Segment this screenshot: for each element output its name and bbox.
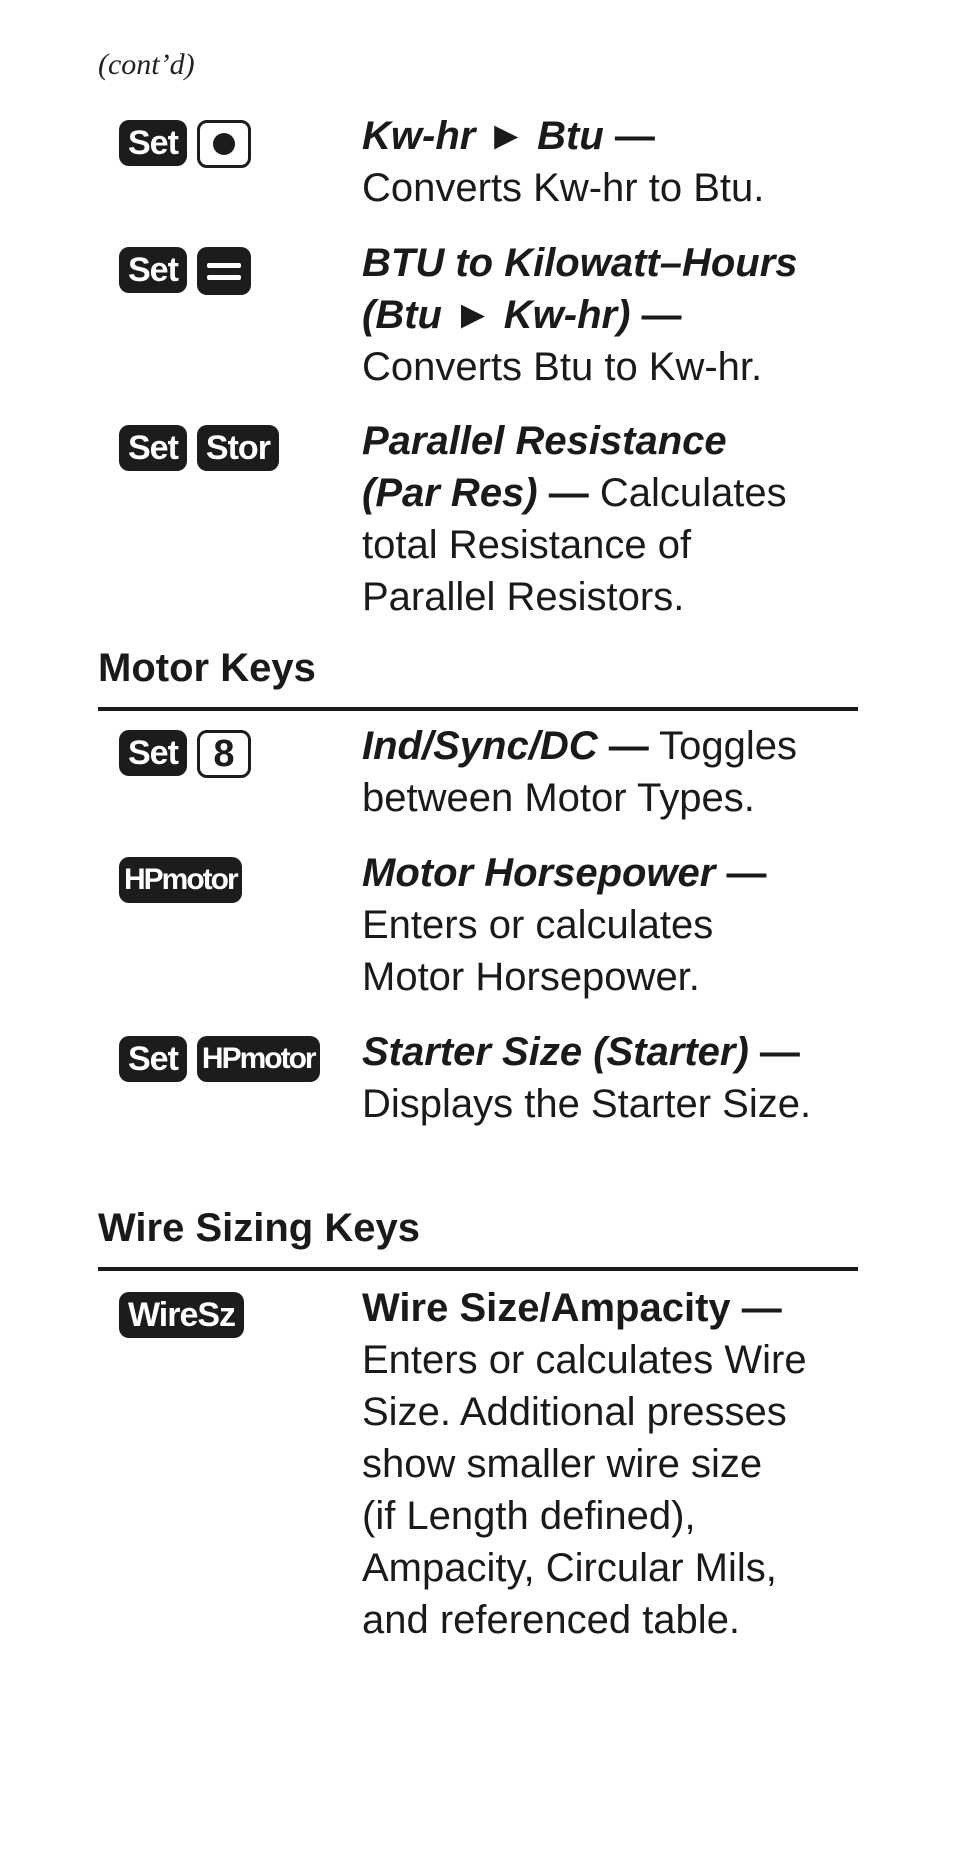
entry-title: BTU to Kilowatt–Hours <box>362 241 798 285</box>
set-key: Set <box>119 120 187 166</box>
entry-text: Enters or calculates Wire <box>362 1338 807 1382</box>
entry-description <box>362 847 862 1003</box>
equals-icon <box>207 263 241 268</box>
entry-title: Ind/Sync/DC <box>362 724 598 768</box>
set-key: Set <box>119 730 187 776</box>
em-dash: — <box>715 851 767 895</box>
entry-text: Displays the Starter Size. <box>362 1082 812 1126</box>
key-combo <box>119 425 279 471</box>
em-dash: — <box>730 1286 782 1330</box>
entry-title: Starter Size (Starter) <box>362 1030 749 1074</box>
entry-text: Enters or calculates <box>362 903 714 947</box>
set-key: Set <box>119 425 187 471</box>
hpmotor-key: HPmotor <box>119 857 242 903</box>
set-key: Set <box>119 247 187 293</box>
contd-label: (cont’d) <box>98 48 195 81</box>
equals-key <box>197 247 251 295</box>
entry-text-inline: Toggles <box>648 724 797 768</box>
dot-icon <box>213 133 235 155</box>
key-combo <box>119 120 251 168</box>
entry-description <box>362 415 862 623</box>
key-combo <box>119 247 251 295</box>
entry-title-2: (Btu ► Kw-hr) <box>362 293 631 337</box>
entry-text: Parallel Resistors. <box>362 575 685 619</box>
entry-text: Converts Btu to Kw-hr. <box>362 345 763 389</box>
entry-title: Motor Horsepower <box>362 851 716 895</box>
entry-description <box>362 720 862 824</box>
entry-text: between Motor Types. <box>362 776 755 820</box>
section-heading-wire: Wire Sizing Keys <box>98 1206 858 1271</box>
entry-text: show smaller wire size <box>362 1442 763 1486</box>
entry-text: total Resistance of <box>362 523 692 567</box>
em-dash: — <box>630 293 682 337</box>
em-dash: — <box>748 1030 800 1074</box>
key-combo <box>119 1036 320 1082</box>
em-dash: — <box>597 724 649 768</box>
entry-description <box>362 110 862 214</box>
set-key: Set <box>119 1036 187 1082</box>
entry-description <box>362 237 862 393</box>
entry-title-2: (Par Res) <box>362 471 538 515</box>
entry-description <box>362 1282 862 1646</box>
entry-description <box>362 1026 862 1130</box>
entry-title: Parallel Resistance <box>362 419 727 463</box>
entry-title: Kw-hr ► Btu <box>362 114 604 158</box>
entry-text: Ampacity, Circular Mils, <box>362 1546 777 1590</box>
digit-8-key: 8 <box>197 730 251 778</box>
em-dash: — <box>537 471 589 515</box>
entry-text: Motor Horsepower. <box>362 955 700 999</box>
entry-text: and referenced table. <box>362 1598 741 1642</box>
key-combo <box>119 857 242 903</box>
decimal-point-key <box>197 120 251 168</box>
section-heading-motor: Motor Keys <box>98 646 858 711</box>
stor-key: Stor <box>197 425 279 471</box>
key-combo <box>119 1292 244 1338</box>
entry-title: Wire Size/Ampacity <box>362 1286 731 1330</box>
hpmotor-key: HPmotor <box>197 1036 320 1082</box>
wiresz-key: WireSz <box>119 1292 244 1338</box>
entry-text: Size. Additional presses <box>362 1390 787 1434</box>
entry-text: (if Length defined), <box>362 1494 696 1538</box>
entry-text: Converts Kw-hr to Btu. <box>362 166 765 210</box>
key-combo <box>119 730 251 778</box>
em-dash: — <box>603 114 655 158</box>
entry-text-inline: Calculates <box>588 471 787 515</box>
